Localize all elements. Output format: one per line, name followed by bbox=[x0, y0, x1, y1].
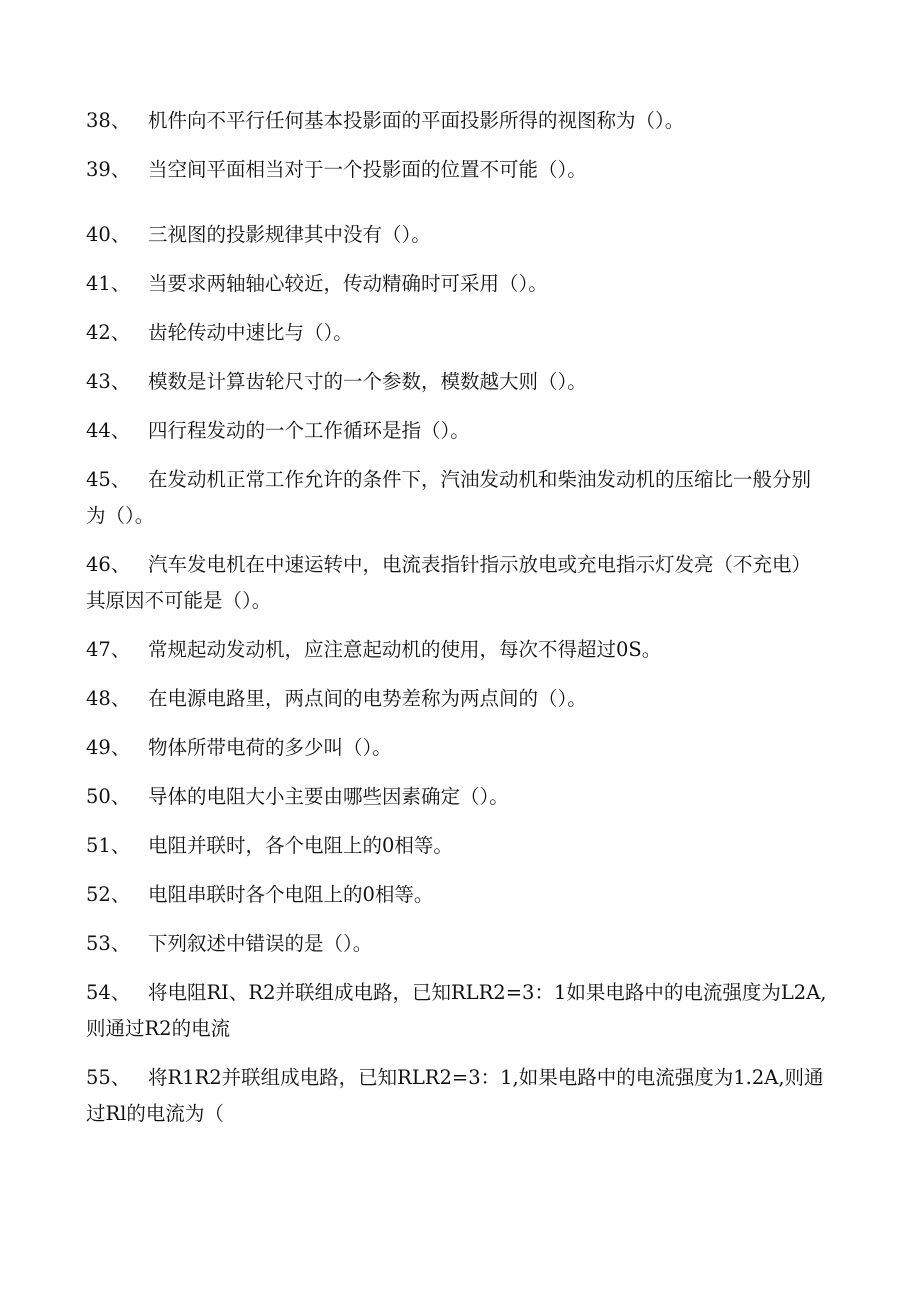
question-number: 51、 bbox=[86, 834, 131, 857]
question-item bbox=[86, 975, 830, 1047]
question-number: 40、 bbox=[86, 223, 131, 246]
question-item bbox=[86, 877, 830, 913]
question-number: 53、 bbox=[86, 932, 131, 955]
question-text: 当空间平面相当对于一个投影面的位置不可能（）。 bbox=[148, 158, 587, 181]
question-text: 下列叙述中错误的是（）。 bbox=[148, 932, 373, 955]
question-number: 39、 bbox=[86, 158, 131, 181]
question-list bbox=[86, 103, 830, 1132]
question-item bbox=[86, 632, 830, 668]
question-text: 汽车发电机在中速运转中，电流表指针指示放电或充电指示灯发亮（不充电）其原因不可能是（）。 bbox=[86, 553, 812, 612]
question-number: 52、 bbox=[86, 883, 131, 906]
question-number: 44、 bbox=[86, 419, 131, 442]
question-item bbox=[86, 547, 830, 619]
question-text: 齿轮传动中速比与（）。 bbox=[148, 321, 353, 344]
question-item bbox=[86, 103, 830, 139]
question-text: 在发动机正常工作允许的条件下，汽油发动机和柴油发动机的压缩比一般分别为（）。 bbox=[86, 468, 812, 527]
question-text: 导体的电阻大小主要由哪些因素确定（）。 bbox=[148, 785, 509, 808]
question-text: 物体所带电荷的多少叫（）。 bbox=[148, 736, 392, 759]
question-text: 三视图的投影规律其中没有（）。 bbox=[148, 223, 431, 246]
question-item bbox=[86, 828, 830, 864]
question-item bbox=[86, 926, 830, 962]
question-text: 电阻串联时各个电阻上的0相等。 bbox=[148, 883, 434, 906]
question-item bbox=[86, 152, 830, 188]
question-number: 42、 bbox=[86, 321, 131, 344]
question-number: 46、 bbox=[86, 553, 131, 576]
question-number: 55、 bbox=[86, 1066, 131, 1089]
question-text: 电阻并联时，各个电阻上的0相等。 bbox=[148, 834, 453, 857]
question-number: 45、 bbox=[86, 468, 131, 491]
question-number: 48、 bbox=[86, 687, 131, 710]
question-item bbox=[86, 266, 830, 302]
question-item bbox=[86, 681, 830, 717]
question-item bbox=[86, 730, 830, 766]
question-item bbox=[86, 779, 830, 815]
question-number: 38、 bbox=[86, 109, 131, 132]
question-item bbox=[86, 1060, 830, 1132]
question-text: 当要求两轴轴心较近，传动精确时可采用（）。 bbox=[148, 272, 548, 295]
question-text: 在电源电路里，两点间的电势差称为两点间的（）。 bbox=[148, 687, 587, 710]
question-number: 43、 bbox=[86, 370, 131, 393]
question-text: 常规起动发动机，应注意起动机的使用，每次不得超过0S。 bbox=[148, 638, 662, 661]
question-number: 54、 bbox=[86, 981, 131, 1004]
question-text: 四行程发动的一个工作循环是指（）。 bbox=[148, 419, 470, 442]
question-text: 将电阻RI、R2并联组成电路，已知RLR2=3：1如果电路中的电流强度为L2A,则通过R2的电流 bbox=[86, 981, 827, 1040]
question-text: 将R1R2并联组成电路，已知RLR2=3：1,如果电路中的电流强度为1.2A,则通过Rl的电流为（ bbox=[86, 1066, 824, 1125]
question-item bbox=[86, 315, 830, 351]
question-number: 50、 bbox=[86, 785, 131, 808]
question-item bbox=[86, 462, 830, 534]
question-number: 47、 bbox=[86, 638, 131, 661]
question-number: 49、 bbox=[86, 736, 131, 759]
question-text: 模数是计算齿轮尺寸的一个参数，模数越大则（）。 bbox=[148, 370, 587, 393]
question-item bbox=[86, 413, 830, 449]
question-item bbox=[86, 217, 830, 253]
question-text: 机件向不平行任何基本投影面的平面投影所得的视图称为（）。 bbox=[148, 109, 685, 132]
question-item bbox=[86, 364, 830, 400]
question-number: 41、 bbox=[86, 272, 131, 295]
